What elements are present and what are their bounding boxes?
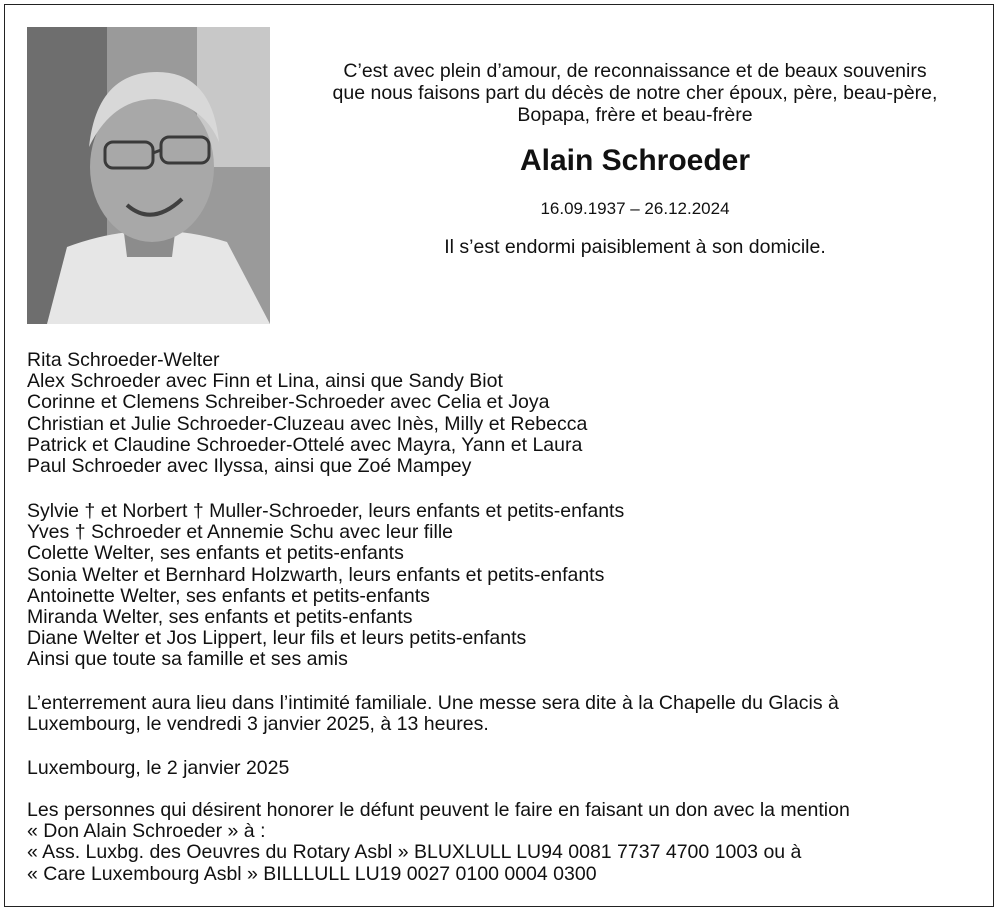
family-member: Miranda Welter, ses enfants et petits-enfants bbox=[27, 606, 413, 629]
family-member: Paul Schroeder avec Ilyssa, ainsi que Zoé Mampey bbox=[27, 455, 472, 478]
intro-line: Bopapa, frère et beau-frère bbox=[517, 104, 753, 126]
family-member: Colette Welter, ses enfants et petits-enfants bbox=[27, 542, 404, 565]
family-member: Rita Schroeder-Welter bbox=[27, 349, 220, 371]
immediate-family-list bbox=[27, 350, 977, 477]
family-member: Ainsi que toute sa famille et ses amis bbox=[27, 648, 348, 671]
donation-info bbox=[27, 800, 977, 885]
family-member: Christian et Julie Schroeder-Cluzeau avec Inès, Milly et Rebecca bbox=[27, 412, 588, 435]
life-dates: 16.09.1937 – 26.12.2024 bbox=[540, 199, 730, 218]
family-member: Yves † Schroeder et Annemie Schu avec leur fille bbox=[27, 521, 453, 544]
portrait-photo bbox=[27, 27, 270, 324]
family-member: Corinne et Clemens Schreiber-Schroeder avec Celia et Joya bbox=[27, 391, 550, 414]
place-date: Luxembourg, le 2 janvier 2025 bbox=[27, 757, 290, 779]
intro-line: C’est avec plein d’amour, de reconnaissance et de beaux souvenirs bbox=[343, 60, 927, 82]
deceased-name: Alain Schroeder bbox=[519, 144, 751, 177]
family-member: Diane Welter et Jos Lippert, leur fils et leurs petits-enfants bbox=[27, 627, 527, 650]
family-member: Antoinette Welter, ses enfants et petits-enfants bbox=[27, 584, 430, 607]
donation-line: Les personnes qui désirent honorer le défunt peuvent le faire en faisant un don avec la mention bbox=[27, 799, 850, 821]
donation-line: « Care Luxembourg Asbl » BILLLULL LU19 0027 0100 0004 0300 bbox=[27, 862, 597, 885]
funeral-line: L’enterrement aura lieu dans l’intimité familiale. Une messe sera dite à la Chapelle du Glacis à bbox=[27, 692, 839, 714]
donation-line: « Don Alain Schroeder » à : bbox=[27, 820, 266, 843]
family-member: Sylvie † et Norbert † Muller-Schroeder, leurs enfants et petits-enfants bbox=[27, 500, 625, 522]
passing-note: Il s’est endormi paisiblement à son domicile. bbox=[444, 236, 826, 258]
family-member: Patrick et Claudine Schroeder-Ottelé avec Mayra, Yann et Laura bbox=[27, 433, 583, 456]
family-member: Alex Schroeder avec Finn et Lina, ainsi que Sandy Biot bbox=[27, 370, 503, 393]
funeral-info bbox=[27, 693, 977, 735]
intro-line: que nous faisons part du décès de notre cher époux, père, beau-père, bbox=[332, 82, 938, 104]
donation-line: « Ass. Luxbg. des Oeuvres du Rotary Asbl » BLUXLULL LU94 0081 7737 4700 1003 ou à bbox=[27, 841, 802, 864]
family-member: Sonia Welter et Bernhard Holzwarth, leurs enfants et petits-enfants bbox=[27, 563, 605, 586]
funeral-line: Luxembourg, le vendredi 3 janvier 2025, à 13 heures. bbox=[27, 713, 489, 736]
intro-text bbox=[290, 60, 980, 126]
extended-family-list bbox=[27, 501, 977, 671]
